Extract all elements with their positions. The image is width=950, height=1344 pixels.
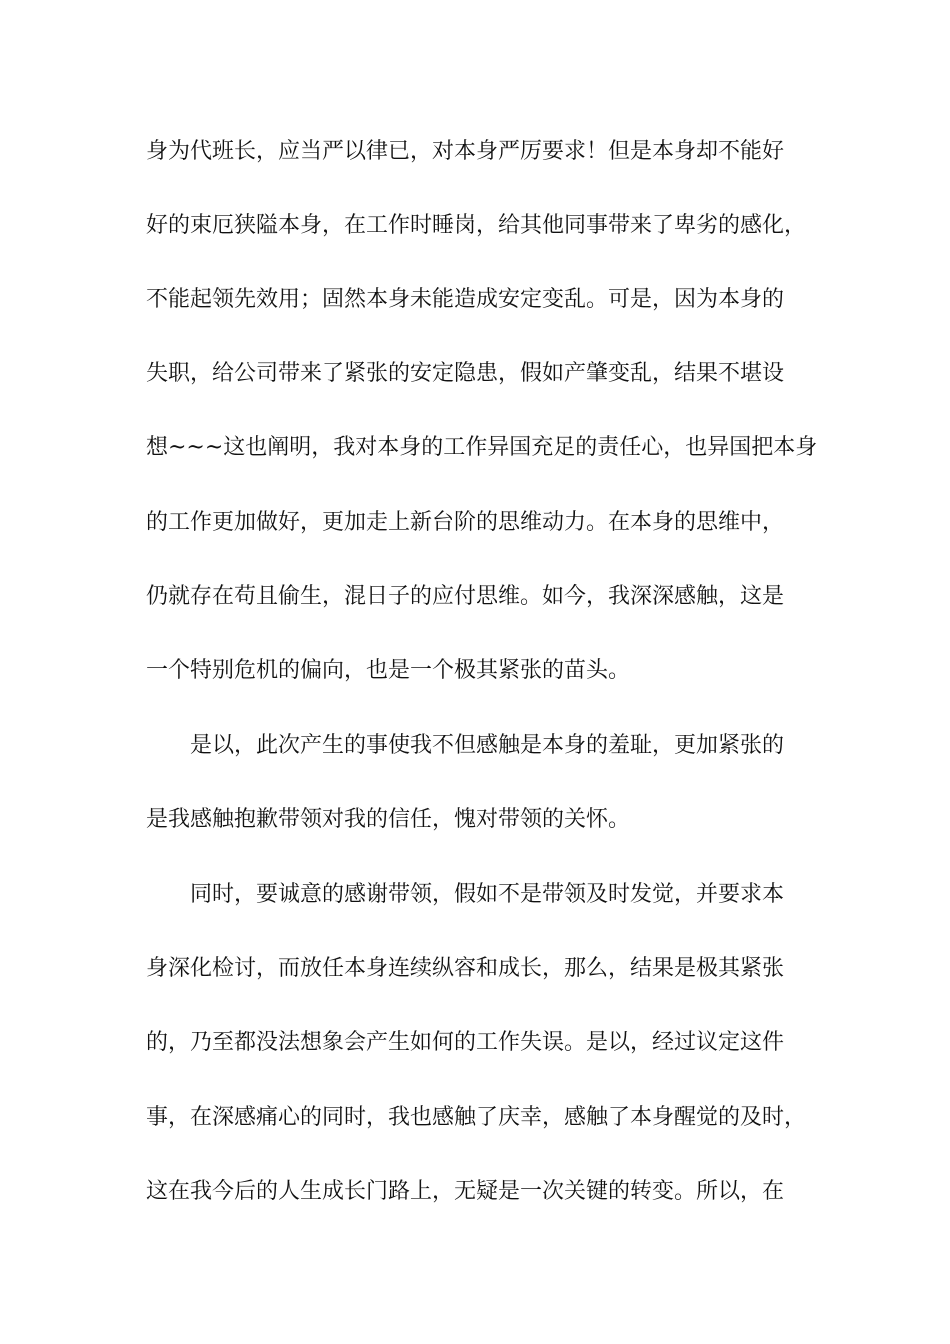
- text-line-15: 这在我今后的人生成长门路上，无疑是一次关键的转变。所以，在: [146, 1179, 785, 1204]
- text-line-2: 好的束厄狭隘本身，在工作时睡岗，给其他同事带来了卑劣的感化，: [146, 213, 807, 238]
- text-line-1: 身为代班长，应当严以律已，对本身严厉要求！但是本身却不能好: [146, 139, 785, 164]
- text-line-10: 是我感触抱歉带领对我的信任，愧对带领的关怀。: [146, 807, 631, 832]
- text-line-13: 的，乃至都没法想象会产生如何的工作失误。是以，经过议定这件: [146, 1030, 785, 1055]
- text-line-9: 是以，此次产生的事使我不但感触是本身的羞耻，更加紧张的: [190, 733, 785, 758]
- text-line-14: 事，在深感痛心的同时，我也感触了庆幸，感触了本身醒觉的及时，: [146, 1105, 807, 1130]
- text-line-12: 身深化检讨，而放任本身连续纵容和成长，那么，结果是极其紧张: [146, 956, 785, 981]
- text-line-6: 的工作更加做好，更加走上新台阶的思维动力。在本身的思维中，: [146, 510, 785, 535]
- text-line-8: 一个特别危机的偏向，也是一个极其紧张的苗头。: [146, 658, 631, 683]
- text-line-3: 不能起领先效用；固然本身未能造成安定变乱。可是，因为本身的: [146, 287, 785, 312]
- text-line-5: 想~~~这也阐明，我对本身的工作异国充足的责任心，也异国把本身: [146, 435, 818, 460]
- text-line-4: 失职，给公司带来了紧张的安定隐患，假如产肇变乱，结果不堪设: [146, 361, 785, 386]
- text-line-7: 仍就存在苟且偷生，混日子的应付思维。如今，我深深感触，这是: [146, 584, 785, 609]
- text-line-11: 同时，要诚意的感谢带领，假如不是带领及时发觉，并要求本: [190, 882, 785, 907]
